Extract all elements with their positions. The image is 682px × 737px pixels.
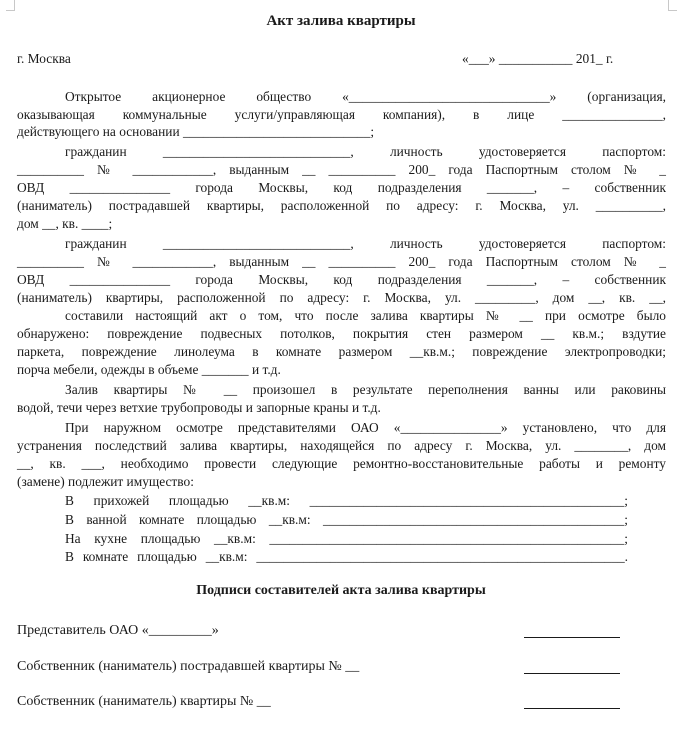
signature-owner-line [524,708,620,709]
signature-owner-label: Собственник (наниматель) квартиры № __ [17,694,271,709]
date-line: «___» ___________ 201_ г. [462,51,614,66]
city: г. Москва [17,51,71,66]
document-title: Акт залива квартиры [266,13,416,29]
signatures-heading: Подписи составителей акта залива квартиры [196,583,486,598]
paragraph-cause-line-2: водой, течи через ветхие трубопроводы и запорные краны и т.д. [17,400,381,415]
paragraph-organization-line-2: оказывающая коммунальные услуги/управляющая компания), в лице _______________, [17,107,666,122]
paragraph-inspection-line-4: (замене) подлежит имущество: [17,474,194,489]
paragraph-citizen2-line-2: __________ № ____________, выданным __ __________ 200_ года Паспортным столом № _ [17,254,666,269]
paragraph-citizen2-line-3: ОВД _______________ города Москвы, код подразделения _______, – собственник [17,272,666,287]
signature-representative-line [524,637,620,638]
paragraph-cause-line-1: Залив квартиры № __ произошел в результате переполнения ванны или раковины [65,382,666,397]
paragraph-findings-line-3: паркета, повреждение линолеума в комнате размером __кв.м.; повреждение электропроводки; [17,344,666,359]
room-bathroom-line: В ванной комнате площадью __кв.м: _____________________________________________; [65,512,628,527]
paragraph-citizen2-line-1: гражданин ____________________________, личность удостоверяется паспортом: [65,236,666,251]
page-corner-mark-right [668,0,677,11]
paragraph-citizen1-line-2: __________ № ____________, выданным __ __________ 200_ года Паспортным столом № _ [17,162,666,177]
paragraph-findings-line-2: обнаружено: повреждение подвесных потолков, покрытия стен размером __ кв.м.; вздутие [17,326,666,341]
room-kitchen-line: На кухне площадью __кв.м: _____________________________________________________; [65,531,628,546]
signature-owner-damaged-line [524,673,620,674]
paragraph-citizen1-line-5: дом __, кв. ____; [17,216,113,231]
paragraph-organization-line-1: Открытое акционерное общество «______________________________» (организация, [65,89,666,104]
room-room-line: В комнате площадью __кв.м: _______________________________________________________. [65,549,628,564]
paragraph-inspection-line-2: устранения последствий залива квартиры, находящейся по адресу г. Москва, ул. ________, дом [17,438,666,453]
paragraph-findings-line-1: составили настоящий акт о том, что после залива квартиры № __ при осмотре было [65,308,666,323]
paragraph-organization-line-3: действующего на основании ____________________________; [17,124,375,139]
room-hall-line: В прихожей площадью __кв.м: _______________________________________________; [65,493,628,508]
signature-representative-label: Представитель ОАО «_________» [17,623,219,638]
paragraph-citizen1-line-3: ОВД _______________ города Москвы, код подразделения _______, – собственник [17,180,666,195]
page-corner-mark-left [6,0,15,11]
paragraph-citizen2-line-4: (наниматель) квартиры, расположенной по адресу: г. Москва, ул. _________, дом __, кв. __, [17,290,666,305]
signature-owner-damaged-label: Собственник (наниматель) пострадавшей квартиры № __ [17,659,360,674]
paragraph-citizen1-line-1: гражданин ____________________________, личность удостоверяется паспортом: [65,144,666,159]
paragraph-inspection-line-1: При наружном осмотре представителями ОАО «_______________» установлено, что для [65,420,666,435]
paragraph-citizen1-line-4: (наниматель) пострадавшей квартиры, расположенной по адресу: г. Москва, ул. __________, [17,198,666,213]
paragraph-inspection-line-3: __, кв. ___, необходимо провести следующие ремонтно-восстановительные работы и ремонту [17,456,666,471]
paragraph-findings-line-4: порча мебели, одежды в объеме _______ и т.д. [17,362,281,377]
